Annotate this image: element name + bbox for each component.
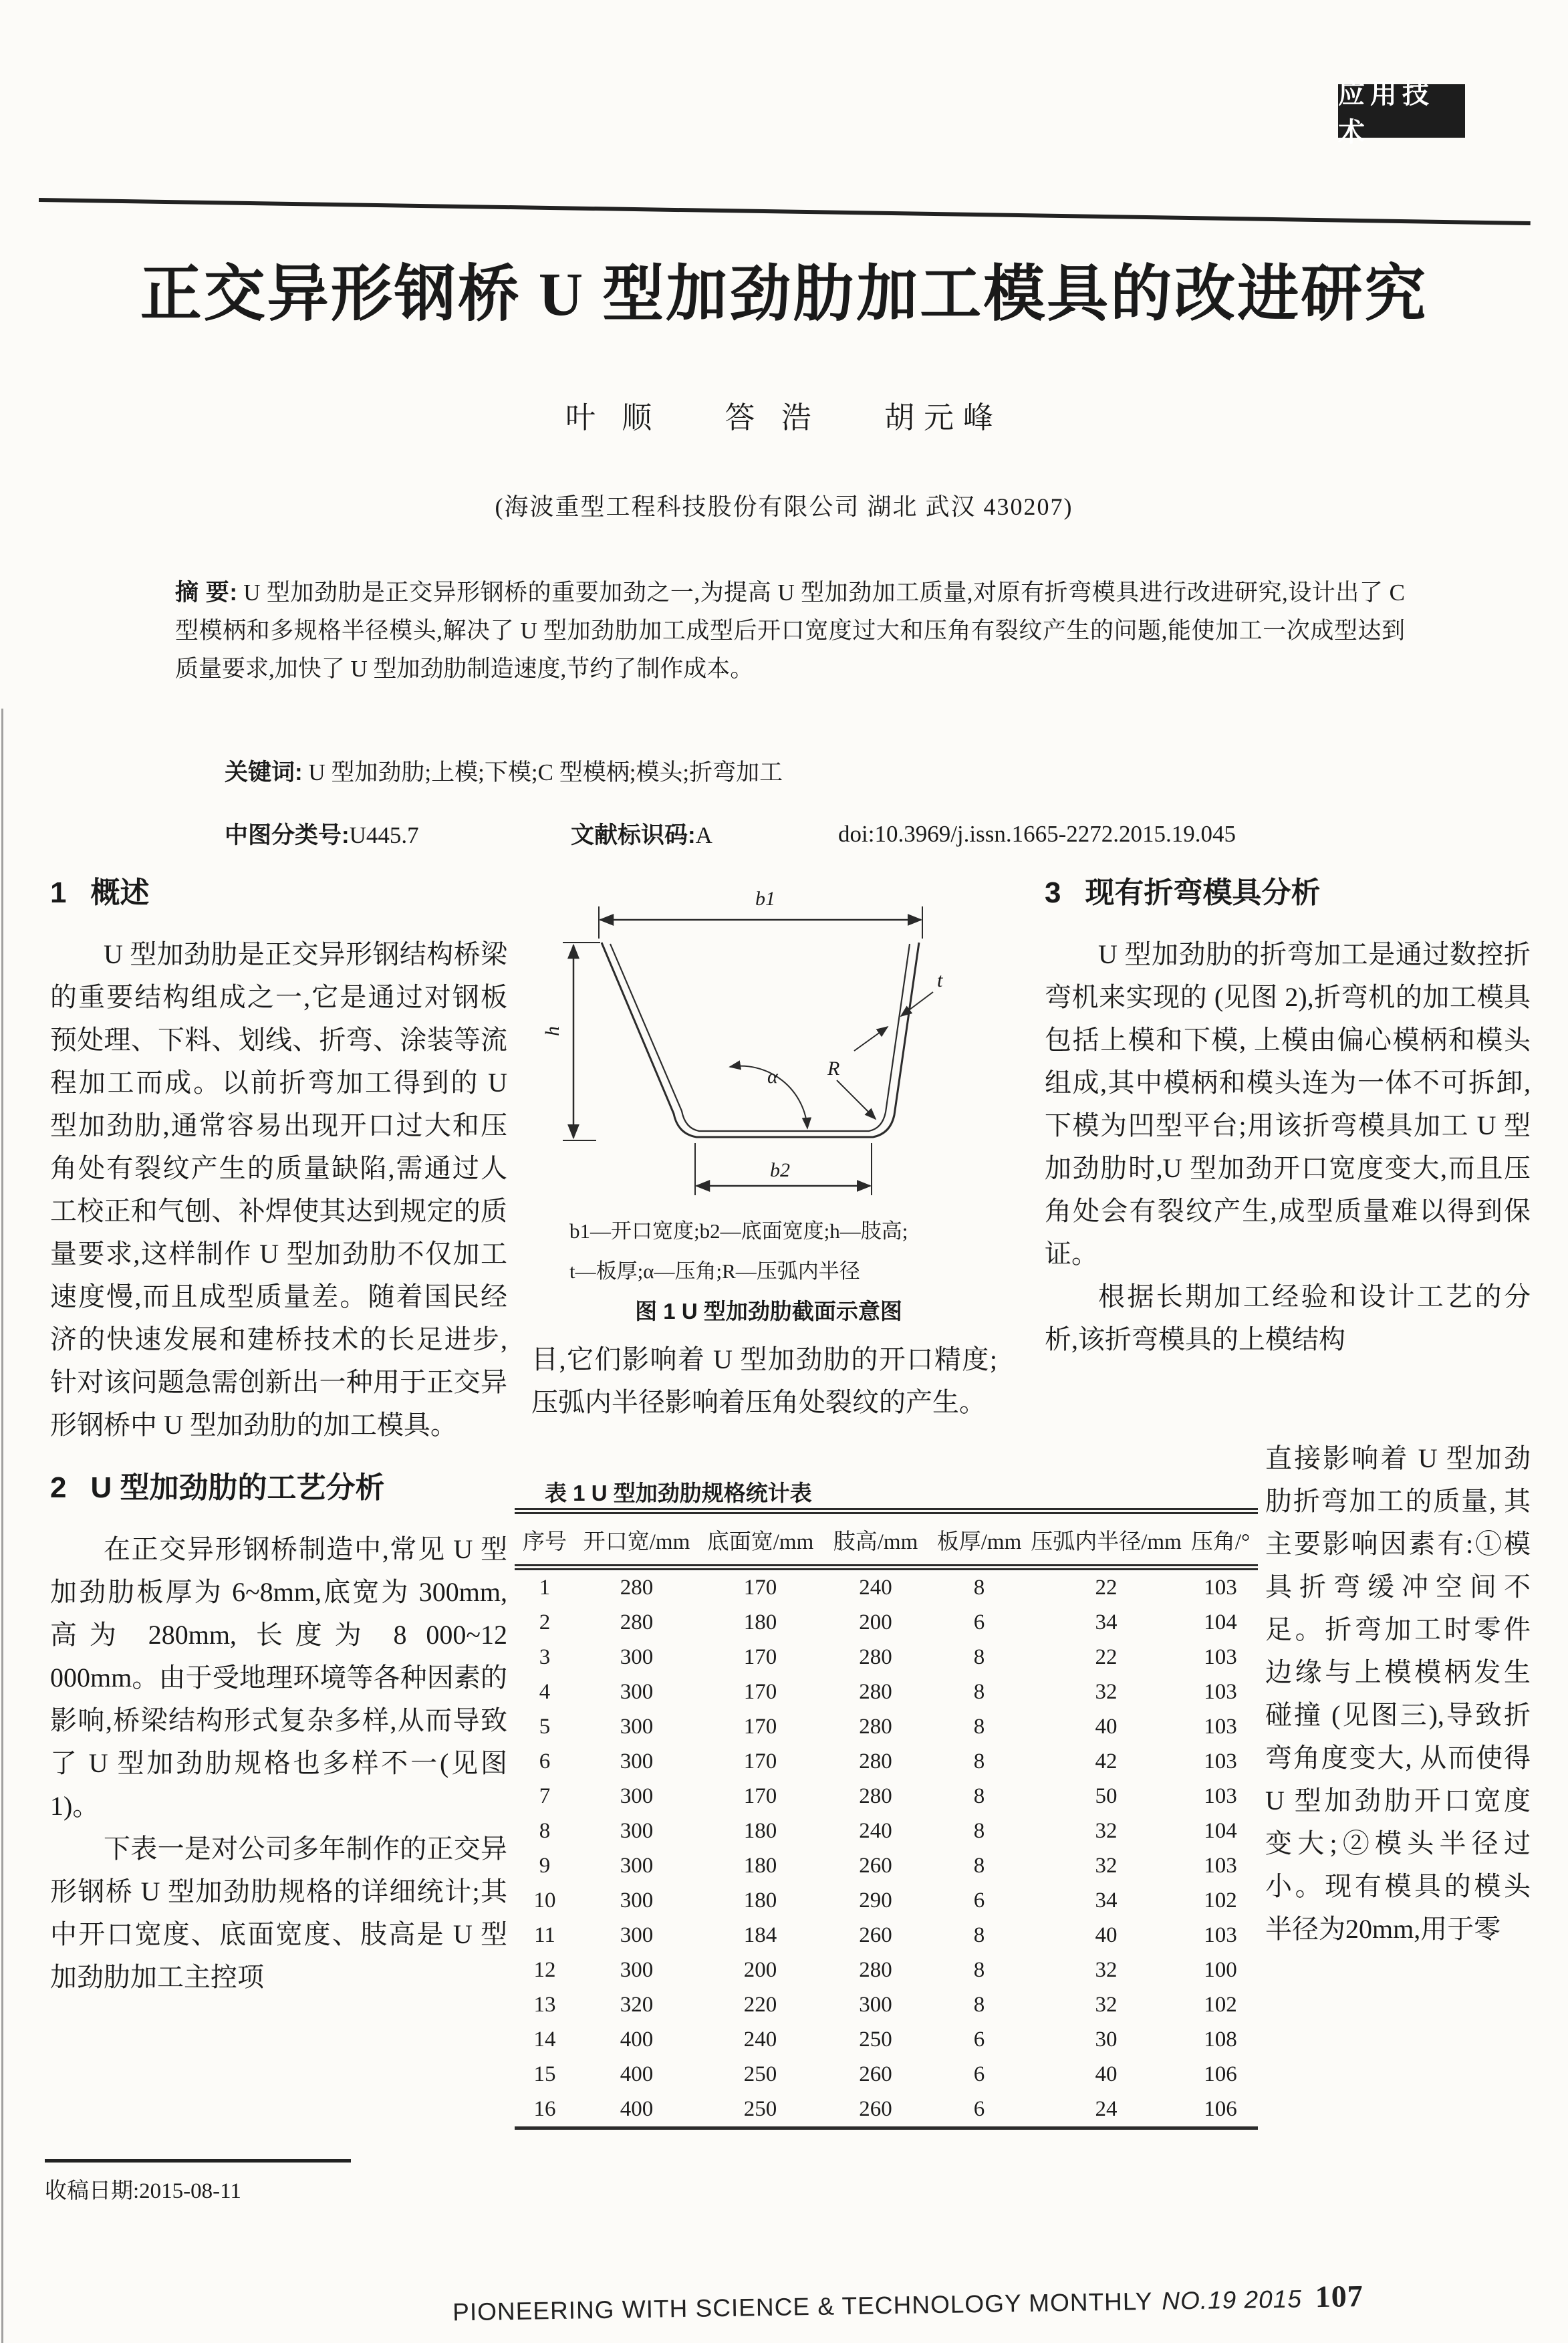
table-row [515, 1675, 1258, 1709]
table-cell: 102 [1204, 1992, 1237, 2017]
table-cell: 300 [620, 1818, 654, 1843]
table-cell: 8 [973, 1853, 985, 1878]
author: 叶 顺 [565, 401, 662, 435]
keywords-text: U 型加劲肋;上模;下模;C 型模柄;模头;折弯加工 [308, 759, 783, 785]
column-header: 开口宽/mm [583, 1530, 690, 1554]
table-cell: 280 [859, 1749, 892, 1773]
table-cell: 170 [743, 1575, 777, 1600]
page-number: 107 [1315, 2279, 1364, 2314]
table-cell: 8 [973, 1818, 985, 1843]
column-header: 底面宽/mm [706, 1530, 814, 1554]
author: 胡元峰 [884, 401, 1003, 435]
middle-column-paragraph: 目,它们影响着 U 型加劲肋的开口精度;压弧内半径影响着压角处裂纹的产生。 [531, 1344, 997, 1417]
section-2-heading: 2 U 型加劲肋的工艺分析 [50, 1471, 385, 1504]
clc-value: U445.7 [349, 822, 419, 848]
figure-1-caption-line2: t—板厚;α—压角;R—压弧内半径 [569, 1259, 860, 1283]
table-cell: 290 [859, 1888, 892, 1913]
figure-1-caption [569, 1211, 964, 1291]
right-column [1045, 873, 1531, 1361]
table-cell: 50 [1095, 1783, 1118, 1808]
table-row [515, 1744, 1258, 1779]
table-cell: 9 [539, 1853, 551, 1878]
table-cell: 400 [620, 2062, 654, 2086]
table-cell: 260 [859, 2096, 892, 2121]
clc-item [225, 822, 419, 848]
column-header: 肢高/mm [833, 1530, 918, 1554]
table-cell: 300 [620, 1783, 654, 1808]
table-row [515, 1918, 1258, 1953]
section-3-paragraph-2-wrapped: 直接影响着 U 型加劲肋折弯加工的质量, 其主要影响因素有:①模具折弯缓冲空间不足。折弯加工时零件边缘与上模模柄发生碰撞 (见图三),导致折弯角度变大, 从而使得 U 型加劲肋开口宽度变大;②模头半径过小。现有模具的模头半径为20mm,用于零 [1265, 1443, 1531, 1944]
table-cell: 280 [859, 1714, 892, 1739]
table-cell: 12 [533, 1957, 556, 1982]
scan-edge-artifact [1, 709, 3, 2343]
table-cell: 300 [620, 1957, 654, 1982]
table-cell: 400 [620, 2027, 654, 2052]
table-cell: 6 [539, 1749, 551, 1773]
doc-code-item [571, 817, 712, 850]
table-cell: 22 [1095, 1644, 1118, 1669]
table-cell: 104 [1204, 1610, 1237, 1634]
table-cell: 6 [973, 1610, 985, 1634]
table-row [515, 1568, 1258, 1606]
abstract [175, 574, 1405, 688]
doi: doi:10.3969/j.issn.1665-2272.2015.19.045 [838, 821, 1236, 847]
table-cell: 320 [620, 1992, 654, 2017]
clc-label: 中图分类号: [225, 822, 350, 848]
doc-code-value: A [695, 822, 712, 848]
table-cell: 240 [743, 2027, 777, 2052]
table-cell: 180 [743, 1818, 777, 1843]
table-cell: 170 [743, 1749, 777, 1773]
table-cell: 180 [743, 1853, 777, 1878]
doc-code-label: 文献标识码: [571, 822, 696, 848]
spec-table [515, 1508, 1258, 2130]
table-cell: 300 [620, 1923, 654, 1947]
table-cell: 103 [1204, 1749, 1237, 1773]
table-cell: 280 [620, 1610, 654, 1634]
table-cell: 103 [1204, 1575, 1237, 1600]
table-cell: 8 [539, 1818, 551, 1843]
table-cell: 300 [620, 1749, 654, 1773]
table-cell: 300 [620, 1853, 654, 1878]
table-cell: 184 [743, 1923, 777, 1947]
table-cell: 8 [973, 1923, 985, 1947]
table-cell: 280 [620, 1575, 654, 1600]
table-cell: 240 [859, 1575, 892, 1600]
fig1-label-alpha: α [767, 1066, 778, 1088]
table-row [515, 1848, 1258, 1883]
page-title: 正交异形钢桥 U 型加劲肋加工模具的改进研究 [140, 260, 1428, 328]
keywords-line [225, 754, 1414, 787]
table-cell: 240 [859, 1818, 892, 1843]
table-row [515, 1883, 1258, 1918]
classification-line [225, 817, 1494, 850]
table-cell: 7 [539, 1783, 551, 1808]
journal-issue: NO.19 2015 [1162, 2285, 1303, 2315]
journal-footer [452, 2278, 1363, 2328]
table-cell: 250 [859, 2027, 892, 2052]
figure-1-caption-line1: b1—开口宽度;b2—底面宽度;h—肢高; [569, 1219, 908, 1243]
received-date: 收稿日期:2015-08-11 [45, 2179, 241, 2203]
table-cell: 100 [1204, 1957, 1237, 1982]
table-cell: 300 [620, 1679, 654, 1704]
authors-line [0, 393, 1568, 437]
table-cell: 170 [743, 1644, 777, 1669]
table-cell: 13 [533, 1992, 556, 2017]
table-cell: 10 [533, 1888, 556, 1913]
table-cell: 103 [1204, 1714, 1237, 1739]
table-cell: 22 [1095, 1575, 1118, 1600]
section-3-paragraph-2-lead: 根据长期加工经验和设计工艺的分析,该折弯模具的上模结构 [1045, 1281, 1531, 1354]
table-cell: 8 [973, 1644, 985, 1669]
table-cell: 34 [1095, 1610, 1118, 1634]
table-cell: 8 [973, 1749, 985, 1773]
table-cell: 200 [743, 1957, 777, 1982]
left-column [50, 873, 507, 1999]
table-cell: 32 [1095, 1992, 1118, 2017]
fig1-label-h: h [541, 1026, 563, 1036]
table-cell: 6 [973, 2027, 985, 2052]
table-cell: 32 [1095, 1957, 1118, 1982]
column-header: 板厚/mm [936, 1530, 1022, 1554]
column-badge: 应用技术 [1338, 84, 1465, 138]
table-cell: 280 [859, 1957, 892, 1982]
table-cell: 170 [743, 1783, 777, 1808]
affiliation: (海波重型工程科技股份有限公司 湖北 武汉 430207) [495, 493, 1073, 520]
table-row [515, 2057, 1258, 2092]
table-row [515, 1640, 1258, 1675]
figure-1 [535, 868, 1003, 1202]
footnote-rule [45, 2159, 351, 2163]
table-row [515, 1605, 1258, 1640]
table-cell: 280 [859, 1783, 892, 1808]
table-cell: 260 [859, 1853, 892, 1878]
column-header: 序号 [523, 1530, 567, 1554]
table-row [515, 1779, 1258, 1814]
table-1-title: 表 1 U 型加劲肋规格统计表 [545, 1481, 812, 1505]
table-cell: 250 [743, 2062, 777, 2086]
table-row [515, 1709, 1258, 1744]
table-cell: 32 [1095, 1853, 1118, 1878]
table-cell: 103 [1204, 1923, 1237, 1947]
section-2-paragraph-1: 在正交异形钢桥制造中,常见 U 型加劲肋板厚为 6~8mm,底宽为 300mm, 高为 280mm, 长度为 8 000~12 000mm。由于受地理环境等各种因素的影响,桥梁结构形式复杂多样,从而导致了 U 型加劲肋规格也多样不一(见图 1)。 [50, 1534, 507, 1821]
table-cell: 300 [620, 1714, 654, 1739]
received-date-note [45, 2159, 446, 2205]
author: 答 浩 [725, 401, 821, 435]
table-cell: 16 [533, 2096, 556, 2121]
table-cell: 14 [533, 2027, 556, 2052]
figure-1-title: 图 1 U 型加劲肋截面示意图 [635, 1299, 902, 1324]
table-cell: 102 [1204, 1888, 1237, 1913]
fig1-label-t: t [937, 969, 943, 991]
table-cell: 200 [859, 1610, 892, 1634]
table-cell: 5 [539, 1714, 551, 1739]
column-header: 压角/° [1190, 1530, 1251, 1554]
table-cell: 24 [1095, 2096, 1118, 2121]
journal-name: PIONEERING WITH SCIENCE & TECHNOLOGY MONTHLY [452, 2287, 1153, 2326]
table-cell: 8 [973, 1575, 985, 1600]
table-cell: 103 [1204, 1783, 1237, 1808]
table-cell: 180 [743, 1888, 777, 1913]
table-cell: 32 [1095, 1679, 1118, 1704]
table-cell: 15 [533, 2062, 556, 2086]
table-cell: 104 [1204, 1818, 1237, 1843]
table-cell: 8 [973, 1992, 985, 2017]
spec-table-body [515, 1568, 1258, 2128]
table-cell: 280 [859, 1679, 892, 1704]
abstract-label: 摘 要: [175, 580, 237, 606]
fig1-label-R: R [827, 1058, 840, 1080]
table-cell: 40 [1095, 2062, 1118, 2086]
abstract-text: U 型加劲肋是正交异形钢桥的重要加劲之一,为提高 U 型加劲加工质量,对原有折弯模具进行改进研究,设计出了 C 型模柄和多规格半径模头,解决了 U 型加劲肋加工成型后开口宽度过大和压角有裂纹产生的问题,能使加工一次成型达到质量要求,加快了 U 型加劲肋制造速度,节约了制作成本。 [175, 580, 1405, 682]
table-cell: 11 [534, 1923, 555, 1947]
table-cell: 32 [1095, 1818, 1118, 1843]
table-row [515, 1953, 1258, 1987]
fig1-label-b2: b2 [770, 1159, 790, 1181]
table-cell: 103 [1204, 1679, 1237, 1704]
table-cell: 2 [539, 1610, 551, 1634]
table-row [515, 2092, 1258, 2128]
table-cell: 170 [743, 1714, 777, 1739]
table-cell: 106 [1204, 2096, 1237, 2121]
section-1-paragraph: U 型加劲肋是正交异形钢结构桥梁的重要结构组成之一,它是通过对钢板预处理、下料、划线、折弯、涂装等流程加工而成。以前折弯加工得到的 U 型加劲肋,通常容易出现开口过大和压角处有裂纹产生的质量缺陷,需通过人工校正和气刨、补焊使其达到规定的质量要求,这样制作 U 型加劲肋不仅加工速度慢,而且成型质量差。随着国民经济的快速发展和建桥技术的长足进步,针对该问题急需创新出一种用于正交异形钢桥中 U 型加劲肋的加工模具。 [50, 939, 507, 1440]
table-cell: 180 [743, 1610, 777, 1634]
table-cell: 220 [743, 1992, 777, 2017]
table-cell: 108 [1204, 2027, 1237, 2052]
table-cell: 170 [743, 1679, 777, 1704]
table-row [515, 1987, 1258, 2022]
table-cell: 400 [620, 2096, 654, 2121]
spec-table-header-row [515, 1511, 1258, 1568]
table-cell: 6 [973, 1888, 985, 1913]
table-cell: 300 [620, 1644, 654, 1669]
table-cell: 250 [743, 2096, 777, 2121]
table-cell: 103 [1204, 1853, 1237, 1878]
section-3-paragraph-1: U 型加劲肋的折弯加工是通过数控折弯机来实现的 (见图 2),折弯机的加工模具包括上模和下模, 上模由偏心模柄和模头组成,其中模柄和模头连为一体不可拆卸,下模为凹型平台;用该折弯模具加工 U 型加劲肋时,U 型加劲开口宽度变大,而且压角处会有裂纹产生,成型质量难以得到保证。 [1045, 939, 1531, 1269]
table-cell: 300 [859, 1992, 892, 2017]
table-cell: 103 [1204, 1644, 1237, 1669]
table-cell: 42 [1095, 1749, 1118, 1773]
section-2-paragraph-2: 下表一是对公司多年制作的正交异形钢桥 U 型加劲肋规格的详细统计;其中开口宽度、底面宽度、肢高是 U 型加劲肋加工主控项 [50, 1834, 507, 1992]
table-row [515, 1814, 1258, 1848]
table-cell: 8 [973, 1679, 985, 1704]
table-cell: 280 [859, 1644, 892, 1669]
table-cell: 3 [539, 1644, 551, 1669]
fig1-label-b1: b1 [755, 888, 775, 910]
table-cell: 8 [973, 1714, 985, 1739]
table-row [515, 2022, 1258, 2057]
table-cell: 6 [973, 2096, 985, 2121]
header-rule [39, 198, 1531, 225]
table-cell: 40 [1095, 1714, 1118, 1739]
table-cell: 40 [1095, 1923, 1118, 1947]
table-cell: 8 [973, 1783, 985, 1808]
table-cell: 4 [539, 1679, 551, 1704]
column-header: 压弧内半径/mm [1031, 1530, 1182, 1554]
keywords-label: 关键词: [225, 759, 303, 785]
table-cell: 6 [973, 2062, 985, 2086]
table-cell: 34 [1095, 1888, 1118, 1913]
table-cell: 106 [1204, 2062, 1237, 2086]
u-rib-cross-section-diagram [535, 868, 1003, 1202]
table-cell: 8 [973, 1957, 985, 1982]
table-cell: 1 [539, 1575, 551, 1600]
table-cell: 260 [859, 2062, 892, 2086]
table-cell: 260 [859, 1923, 892, 1947]
table-cell: 300 [620, 1888, 654, 1913]
section-1-heading: 1 概述 [50, 876, 150, 909]
section-3-heading: 3 现有折弯模具分析 [1045, 876, 1321, 909]
table-cell: 30 [1095, 2027, 1118, 2052]
